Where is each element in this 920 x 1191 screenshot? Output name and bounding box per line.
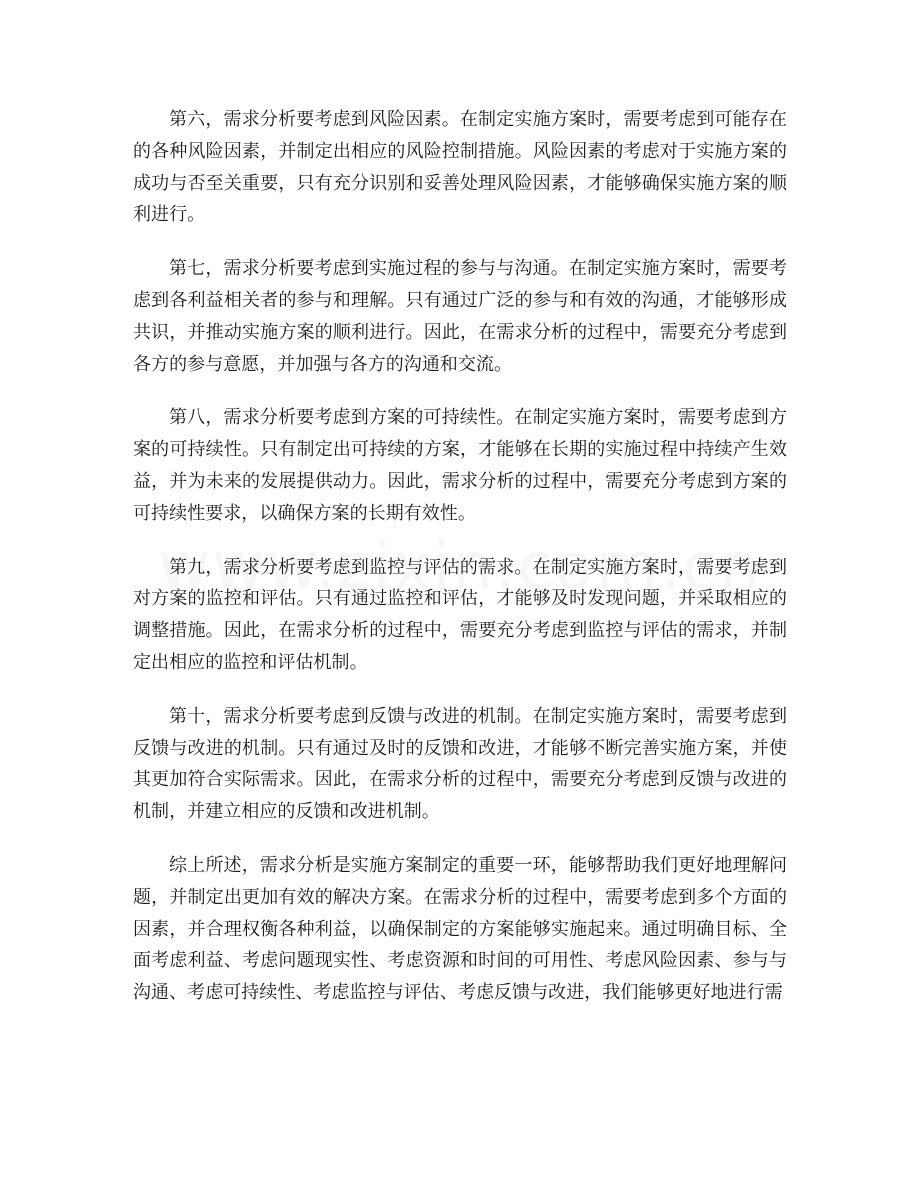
paragraph-tenth-point: 第十，需求分析要考虑到反馈与改进的机制。在制定实施方案时，需要考虑到反馈与改进的机制。只有通过及时的反馈和改进，才能够不断完善实施方案，并使其更加符合实际需求。因此，在需求分析的过程中，需要充分考虑到反馈与改进的机制，并建立相应的反馈和改进机制。 <box>133 705 787 823</box>
paragraph-ninth-point: 第九，需求分析要考虑到监控与评估的需求。在制定实施方案时，需要考虑到对方案的监控和评估。只有通过监控和评估，才能够及时发现问题，并采取相应的调整措施。因此，在需求分析的过程中，需要充分考虑到监控与评估的需求，并制定出相应的监控和评估机制。 <box>133 556 787 673</box>
paragraph-summary: 综上所述，需求分析是实施方案制定的重要一环，能够帮助我们更好地理解问题，并制定出更加有效的解决方案。在需求分析的过程中，需要考虑到多个方面的因素，并合理权衡各种利益，以确保制定的方案能够实施起来。通过明确目标、全面考虑利益、考虑问题现实性、考虑资源和时间的可用性、考虑风险因素、参与与沟通、考虑可持续性、考虑监控与评估、考虑反馈与改进，我们能够更好地进行需 <box>133 854 787 1004</box>
paragraph-sixth-point: 第六，需求分析要考虑到风险因素。在制定实施方案时，需要考虑到可能存在的各种风险因素，并制定出相应的风险控制措施。风险因素的考虑对于实施方案的成功与否至关重要，只有充分识别和妥善处理风险因素，才能够确保实施方案的顺利进行。 <box>133 109 787 226</box>
document-body <box>133 104 787 1031</box>
paragraph-seventh-point: 第七，需求分析要考虑到实施过程的参与与沟通。在制定实施方案时，需要考虑到各利益相关者的参与和理解。只有通过广泛的参与和有效的沟通，才能够形成共识，并推动实施方案的顺利进行。因此，在需求分析的过程中，需要充分考虑到各方的参与意愿，并加强与各方的沟通和交流。 <box>133 258 787 375</box>
paragraph-eighth-point: 第八，需求分析要考虑到方案的可持续性。在制定实施方案时，需要考虑到方案的可持续性。只有制定出可持续的方案，才能够在长期的实施过程中持续产生效益，并为未来的发展提供动力。因此，需求分析的过程中，需要充分考虑到方案的可持续性要求，以确保方案的长期有效性。 <box>133 407 787 524</box>
